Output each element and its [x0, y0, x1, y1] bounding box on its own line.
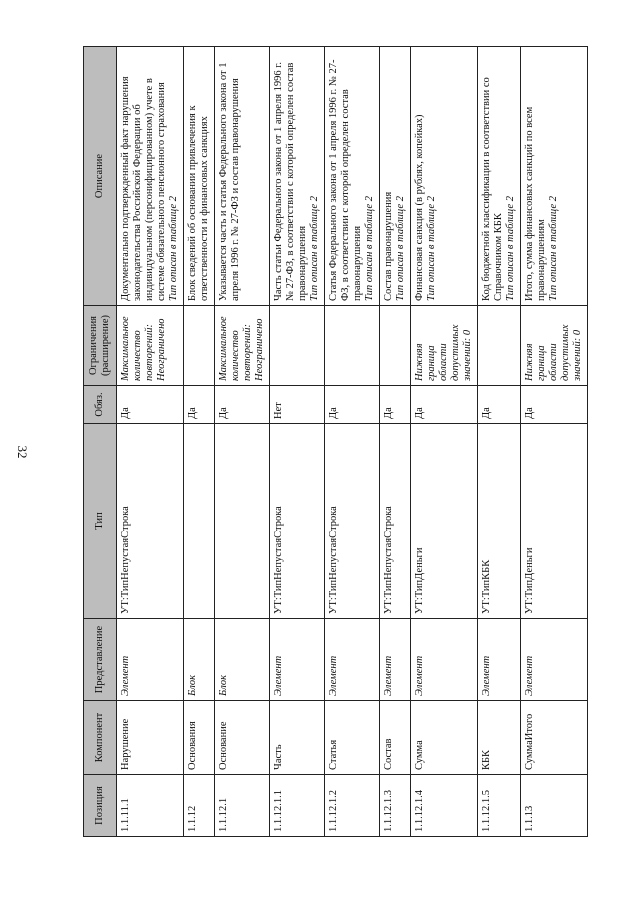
cell-description: [521, 47, 588, 306]
cell-representation: Элемент: [521, 619, 588, 701]
cell-component: Основания: [184, 701, 215, 775]
cell-component: Основание: [215, 701, 270, 775]
cell-type: УТ:ТипНепустаяСтрока: [325, 424, 380, 619]
cell-limits: [325, 306, 380, 386]
cell-type: УТ:ТипДеньги: [411, 424, 478, 619]
cell-description: [270, 47, 325, 306]
description-type-note: Тип описан в таблице 2: [426, 196, 437, 301]
cell-limits: Нижняя граница области допустимых значений: 0: [521, 306, 588, 386]
cell-limits: [270, 306, 325, 386]
table-row: [117, 47, 184, 837]
cell-type: УТ:ТипДеньги: [521, 424, 588, 619]
cell-position: 1.1.12.1.5: [478, 775, 521, 837]
description-text: Итого, сумма финансовых санкций по всем правонарушениям: [524, 106, 547, 301]
cell-required: Да: [411, 386, 478, 424]
cell-required: Нет: [270, 386, 325, 424]
table-row: [521, 47, 588, 837]
cell-component: Статья: [325, 701, 380, 775]
cell-limits: Нижняя граница области допустимых значений: 0: [411, 306, 478, 386]
cell-required: Да: [117, 386, 184, 424]
description-text: Документально подтвержденный факт нарушения законодательства Российской Федерации об индивидуальном (персонифицированном) учете в системе обязательного пенсионного страхования: [120, 76, 167, 301]
cell-required: Да: [478, 386, 521, 424]
table-row: [215, 47, 270, 837]
cell-position: 1.1.13: [521, 775, 588, 837]
cell-position: 1.1.12: [184, 775, 215, 837]
cell-type: УТ:ТипНепустаяСтрока: [117, 424, 184, 619]
description-type-note: Тип описан в таблице 2: [364, 196, 375, 301]
header-position: Позиция: [84, 775, 117, 837]
cell-position: 1.1.12.1.2: [325, 775, 380, 837]
cell-limits: [184, 306, 215, 386]
cell-representation: Элемент: [411, 619, 478, 701]
cell-description: [215, 47, 270, 306]
cell-description: [325, 47, 380, 306]
table-row: [325, 47, 380, 837]
cell-limits: Максимальное количество повторений: Неограничено: [117, 306, 184, 386]
cell-required: Да: [184, 386, 215, 424]
description-type-note: Тип описан в таблице 2: [505, 196, 516, 301]
header-required: Обяз.: [84, 386, 117, 424]
cell-representation: Блок: [184, 619, 215, 701]
description-text: Указывается часть и статья Федерального закона от 1 апреля 1996 г. № 27-ФЗ и состав правонарушения: [218, 62, 241, 301]
cell-type: УТ:ТипНепустаяСтрока: [380, 424, 411, 619]
page-number: 32: [15, 445, 30, 459]
cell-representation: Элемент: [325, 619, 380, 701]
header-component: Компонент: [84, 701, 117, 775]
cell-position: 1.1.12.1.4: [411, 775, 478, 837]
cell-component: КБК: [478, 701, 521, 775]
cell-type: [184, 424, 215, 619]
rotated-table-area: [83, 47, 583, 837]
cell-type: УТ:ТипНепустаяСтрока: [270, 424, 325, 619]
header-type: Тип: [84, 424, 117, 619]
description-type-note: Тип описан в таблице 2: [548, 196, 559, 301]
cell-description: [380, 47, 411, 306]
cell-component: СуммаИтого: [521, 701, 588, 775]
cell-required: Да: [215, 386, 270, 424]
schema-table: [83, 46, 588, 837]
cell-type: [215, 424, 270, 619]
cell-component: Нарушение: [117, 701, 184, 775]
cell-representation: Элемент: [117, 619, 184, 701]
cell-limits: [380, 306, 411, 386]
cell-component: Состав: [380, 701, 411, 775]
cell-component: Часть: [270, 701, 325, 775]
table-row: [184, 47, 215, 837]
cell-description: [411, 47, 478, 306]
table-row: [380, 47, 411, 837]
description-text: Финансовая санкция (в рублях, копейках): [414, 114, 425, 301]
description-type-note: Тип описан в таблице 2: [395, 196, 406, 301]
cell-description: [184, 47, 215, 306]
cell-representation: Элемент: [270, 619, 325, 701]
cell-required: Да: [325, 386, 380, 424]
cell-position: 1.1.12.1: [215, 775, 270, 837]
cell-required: Да: [380, 386, 411, 424]
description-text: Часть статьи Федерального закона от 1 апреля 1996 г. № 27-ФЗ, в соответствии с которой определен состав правонарушения: [273, 61, 308, 301]
description-text: Блок сведений об основании привлечения к ответственности и финансовых санкциях: [187, 105, 210, 301]
cell-limits: [478, 306, 521, 386]
cell-limits: Максимальное количество повторений: Неограничено: [215, 306, 270, 386]
cell-component: Сумма: [411, 701, 478, 775]
cell-representation: Элемент: [380, 619, 411, 701]
cell-representation: Блок: [215, 619, 270, 701]
description-type-note: Тип описан в таблице 2: [168, 196, 179, 301]
description-text: Состав правонарушения: [383, 191, 394, 301]
cell-position: 1.1.12.1.3: [380, 775, 411, 837]
cell-type: УТ:ТипКБК: [478, 424, 521, 619]
table-header-row: [84, 47, 117, 837]
cell-description: [478, 47, 521, 306]
cell-description: [117, 47, 184, 306]
cell-position: 1.1.12.1.1: [270, 775, 325, 837]
description-text: Статья Федерального закона от 1 апреля 1996 г. № 27-ФЗ, в соответствии с которой определен состав правонарушения: [328, 59, 363, 301]
header-representation: Представление: [84, 619, 117, 701]
table-row: [270, 47, 325, 837]
table-row: [411, 47, 478, 837]
cell-representation: Элемент: [478, 619, 521, 701]
header-limits: Ограничения (расширение): [84, 306, 117, 386]
header-description: Описание: [84, 47, 117, 306]
cell-position: 1.1.11.1: [117, 775, 184, 837]
cell-required: Да: [521, 386, 588, 424]
table-row: [478, 47, 521, 837]
description-type-note: Тип описан в таблице 2: [309, 196, 320, 301]
description-text: Код бюджетной классификации в соответствии со Справочником КБК: [481, 77, 504, 301]
